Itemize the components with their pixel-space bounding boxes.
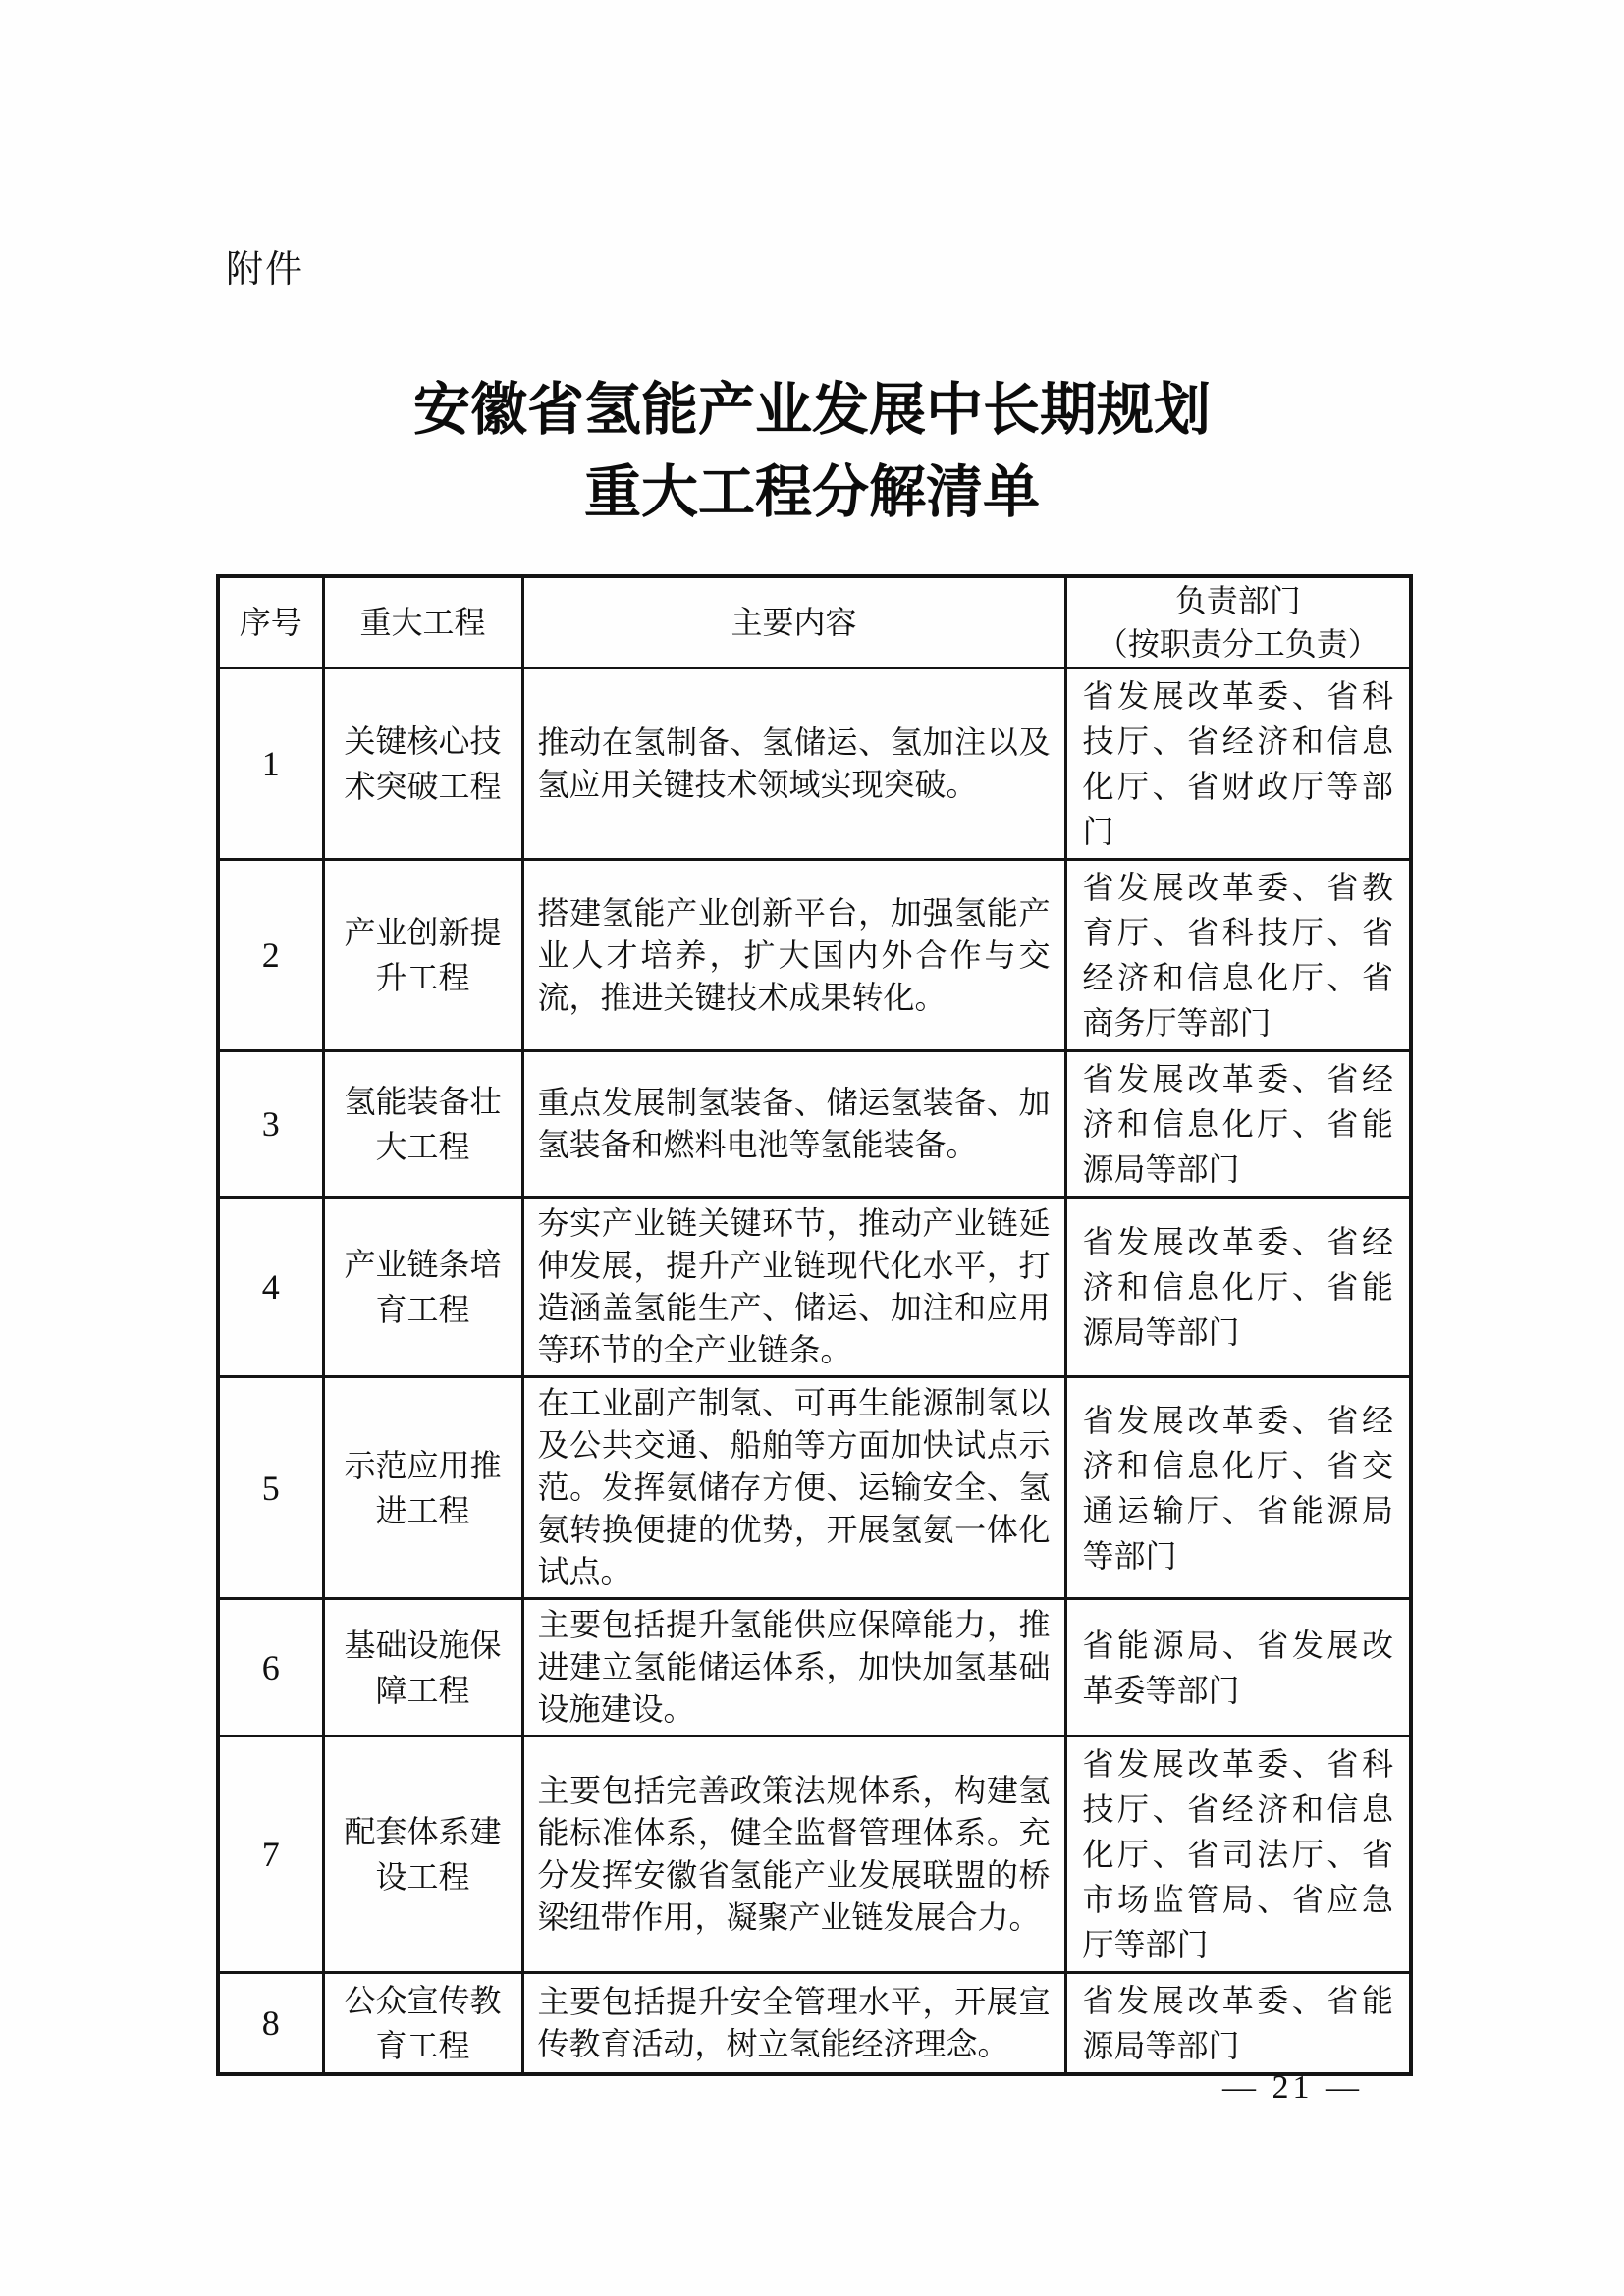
table-row bbox=[218, 1377, 1411, 1599]
row-number: 3 bbox=[218, 1051, 323, 1198]
row-number: 1 bbox=[218, 668, 323, 860]
project-departments: 省发展改革委、省科技厅、省经济和信息化厅、省财政厅等部门 bbox=[1065, 668, 1411, 860]
attachment-label: 附件 bbox=[226, 249, 305, 291]
project-departments: 省发展改革委、省经济和信息化厅、省能源局等部门 bbox=[1065, 1051, 1411, 1198]
page-number: — 21 — bbox=[1222, 2069, 1363, 2106]
project-name: 产业链条培育工程 bbox=[323, 1198, 522, 1377]
project-content: 推动在氢制备、氢储运、氢加注以及氢应用关键技术领域实现突破。 bbox=[522, 668, 1065, 860]
table-row bbox=[218, 1736, 1411, 1973]
project-content: 主要包括提升安全管理水平，开展宣传教育活动，树立氢能经济理念。 bbox=[522, 1973, 1065, 2075]
project-name: 产业创新提升工程 bbox=[323, 860, 522, 1051]
project-content: 主要包括提升氢能供应保障能力，推进建立氢能储运体系，加快加氢基础设施建设。 bbox=[522, 1599, 1065, 1736]
row-number: 4 bbox=[218, 1198, 323, 1377]
title-line-2: 重大工程分解清单 bbox=[583, 460, 1040, 524]
project-departments: 省发展改革委、省科技厅、省经济和信息化厅、省司法厅、省市场监管局、省应急厅等部门 bbox=[1065, 1736, 1411, 1973]
table-header-row bbox=[218, 576, 1411, 668]
header-departments-line1: 负责部门 bbox=[1174, 583, 1301, 618]
header-departments-line2: （按职责分工负责） bbox=[1096, 626, 1380, 662]
project-departments: 省发展改革委、省经济和信息化厅、省交通运输厅、省能源局等部门 bbox=[1065, 1377, 1411, 1599]
project-departments: 省能源局、省发展改革委等部门 bbox=[1065, 1599, 1411, 1736]
row-number: 5 bbox=[218, 1377, 323, 1599]
header-content: 主要内容 bbox=[522, 576, 1065, 668]
table-row bbox=[218, 1198, 1411, 1377]
title-line-1: 安徽省氢能产业发展中长期规划 bbox=[412, 378, 1211, 442]
projects-table bbox=[216, 574, 1413, 2076]
project-content: 搭建氢能产业创新平台，加强氢能产业人才培养，扩大国内外合作与交流，推进关键技术成果转化。 bbox=[522, 860, 1065, 1051]
row-number: 6 bbox=[218, 1599, 323, 1736]
project-departments: 省发展改革委、省能源局等部门 bbox=[1065, 1973, 1411, 2075]
header-departments bbox=[1065, 576, 1411, 668]
project-name: 关键核心技术突破工程 bbox=[323, 668, 522, 860]
project-content: 在工业副产制氢、可再生能源制氢以及公共交通、船舶等方面加快试点示范。发挥氨储存方便、运输安全、氢氨转换便捷的优势，开展氢氨一体化试点。 bbox=[522, 1377, 1065, 1599]
project-content: 夯实产业链关键环节，推动产业链延伸发展，提升产业链现代化水平，打造涵盖氢能生产、储运、加注和应用等环节的全产业链条。 bbox=[522, 1198, 1065, 1377]
header-num: 序号 bbox=[218, 576, 323, 668]
project-name: 氢能装备壮大工程 bbox=[323, 1051, 522, 1198]
row-number: 2 bbox=[218, 860, 323, 1051]
document-title bbox=[0, 369, 1624, 534]
table-row bbox=[218, 1051, 1411, 1198]
table-row bbox=[218, 1599, 1411, 1736]
row-number: 7 bbox=[218, 1736, 323, 1973]
row-number: 8 bbox=[218, 1973, 323, 2075]
project-content: 主要包括完善政策法规体系，构建氢能标准体系，健全监督管理体系。充分发挥安徽省氢能产业发展联盟的桥梁纽带作用，凝聚产业链发展合力。 bbox=[522, 1736, 1065, 1973]
project-name: 示范应用推进工程 bbox=[323, 1377, 522, 1599]
project-departments: 省发展改革委、省经济和信息化厅、省能源局等部门 bbox=[1065, 1198, 1411, 1377]
project-name: 配套体系建设工程 bbox=[323, 1736, 522, 1973]
table-row bbox=[218, 1973, 1411, 2075]
project-name: 公众宣传教育工程 bbox=[323, 1973, 522, 2075]
project-name: 基础设施保障工程 bbox=[323, 1599, 522, 1736]
project-content: 重点发展制氢装备、储运氢装备、加氢装备和燃料电池等氢能装备。 bbox=[522, 1051, 1065, 1198]
header-project: 重大工程 bbox=[323, 576, 522, 668]
table-row bbox=[218, 668, 1411, 860]
table-row bbox=[218, 860, 1411, 1051]
project-departments: 省发展改革委、省教育厅、省科技厅、省经济和信息化厅、省商务厅等部门 bbox=[1065, 860, 1411, 1051]
